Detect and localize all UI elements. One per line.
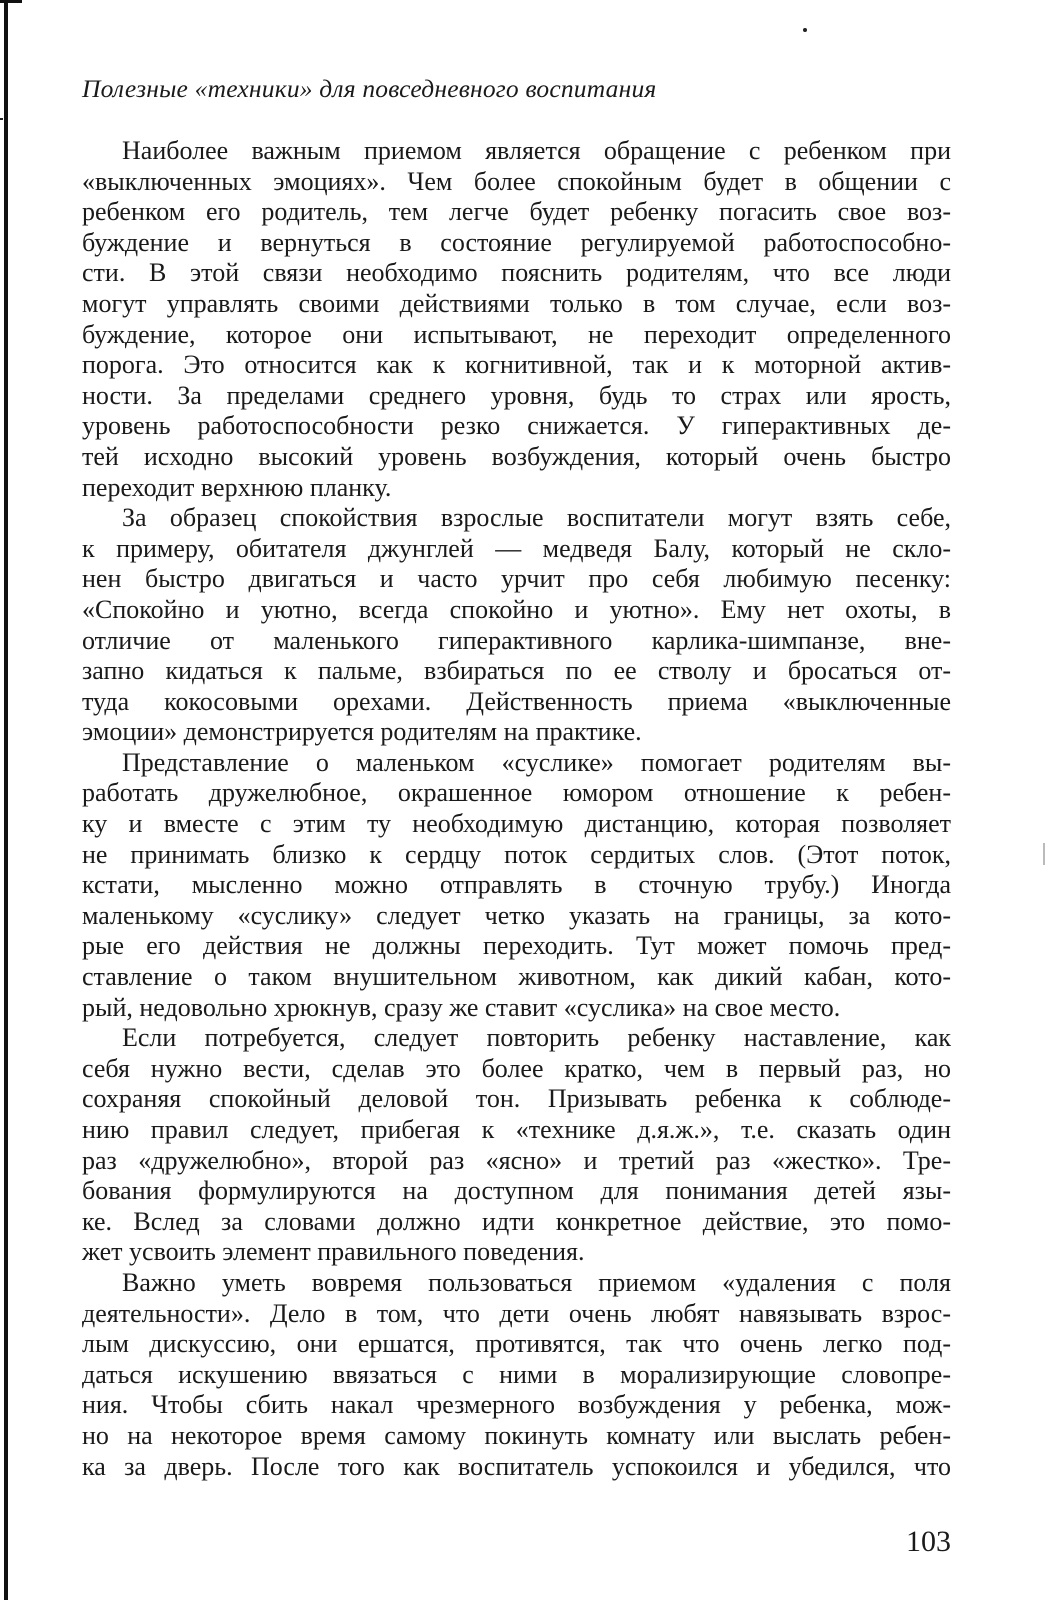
text-line: переходит верхнюю планку. [82, 472, 392, 502]
text-line: маленькому «суслику» следует четко указать на границы, за кото- [82, 900, 951, 930]
text-line: Наиболее важным приемом является обращение с ребенком при [122, 136, 951, 165]
text-line: ности. За пределами среднего уровня, будь то страх или ярость, [82, 380, 951, 410]
text-line: даться искушению ввязаться с ними в морализирующие словопре- [82, 1359, 951, 1389]
text-line: туда кокосовыми орехами. Действенность приема «выключенные [82, 686, 951, 716]
page-corner-mark [0, 0, 22, 3]
text-line: ке. Вслед за словами должно идти конкретное действие, это помо- [82, 1206, 951, 1236]
text-line: лым дискуссию, они ершатся, противятся, так что очень легко под- [82, 1329, 951, 1359]
text-line: «выключенных эмоциях». Чем более спокойным будет в общении с [82, 166, 951, 196]
text-line: эмоции» демонстрируется родителям на практике. [82, 717, 642, 747]
text-line: «Спокойно и уютно, всегда спокойно и уютно». Ему нет охоты, в [82, 594, 951, 624]
text-line: кстати, мысленно можно отправлять в сточную трубу.) Иногда [82, 870, 951, 900]
paragraph [82, 1023, 951, 1268]
page-left-edge-rule [4, 0, 8, 1600]
text-line: уровень работоспособности резко снижается. У гиперактивных де- [82, 411, 951, 441]
text-line: буждение и вернуться в состояние регулируемой работоспособно- [82, 227, 951, 257]
text-line: себя нужно вести, сделав это более кратко, чем в первый раз, но [82, 1053, 951, 1083]
text-line: ка за дверь. После того как воспитатель успокоился и убедился, что [82, 1451, 951, 1481]
text-line: ребенком его родитель, тем легче будет ребенку погасить свое воз- [82, 197, 951, 227]
text-line: Представление о маленьком «суслике» помогает родителям вы- [122, 747, 951, 777]
text-line: бования формулируются на доступном для понимания детей язы- [82, 1176, 951, 1206]
text-line: могут управлять своими действиями только в том случае, если воз- [82, 288, 951, 318]
text-line: тей исходно высокий уровень возбуждения, который очень быстро [82, 441, 951, 471]
paragraph [82, 1268, 951, 1482]
text-line: рый, недовольно хрюкнув, сразу же ставит «суслика» на свое место. [82, 992, 841, 1022]
paragraph [82, 748, 951, 1023]
text-line: жет усвоить элемент правильного поведения. [82, 1237, 585, 1267]
text-line: к примеру, обитателя джунглей — медведя Балу, который не скло- [82, 533, 951, 563]
text-line: сохраняя спокойный деловой тон. Призывать ребенка к соблюде- [82, 1084, 951, 1114]
paragraph [82, 503, 951, 748]
text-line: буждение, которое они испытывают, не переходит определенного [82, 319, 951, 349]
running-head: Полезные «техники» для повседневного воспитания [82, 74, 657, 103]
text-line: отличие от маленького гиперактивного карлика-шимпанзе, вне- [82, 625, 951, 655]
text-line: Если потребуется, следует повторить ребенку наставление, как [122, 1023, 951, 1053]
page-number: 103 [906, 1525, 951, 1558]
text-line: нию правил следует, прибегая к «технике д.я.ж.», т.е. сказать один [82, 1115, 951, 1144]
text-line: не принимать близко к сердцу поток сердитых слов. (Этот поток, [82, 839, 951, 869]
margin-scan-mark [1043, 843, 1045, 865]
text-line: За образец спокойствия взрослые воспитатели могут взять себе, [122, 503, 951, 533]
paragraph [82, 136, 951, 503]
text-line: Важно уметь вовремя пользоваться приемом «удаления с поля [122, 1267, 951, 1297]
scan-speck [803, 28, 807, 32]
text-line: работать дружелюбное, окрашенное юмором отношение к ребен- [82, 778, 951, 808]
text-line: запно кидаться к пальме, взбираться по ее стволу и бросаться от- [82, 656, 951, 686]
text-line: ку и вместе с этим ту необходимую дистанцию, которая позволяет [82, 809, 951, 839]
text-line: ставление о таком внушительном животном, как дикий кабан, кото- [82, 962, 951, 992]
margin-scan-mark [0, 118, 3, 120]
text-line: рые его действия не должны переходить. Тут может помочь пред- [82, 931, 951, 961]
text-line: сти. В этой связи необходимо пояснить родителям, что все люди [82, 258, 951, 288]
text-line: порога. Это относится как к когнитивной, так и к моторной актив- [82, 350, 951, 380]
text-line: но на некоторое время самому покинуть комнату или выслать ребен- [82, 1420, 951, 1450]
text-line: ния. Чтобы сбить накал чрезмерного возбуждения у ребенка, мож- [82, 1390, 951, 1420]
text-line: раз «дружелюбно», второй раз «ясно» и третий раз «жестко». Тре- [82, 1145, 951, 1175]
text-line: деятельности». Дело в том, что дети очень любят навязывать взрос- [82, 1298, 951, 1328]
text-line: нен быстро двигаться и часто урчит про себя любимую песенку: [82, 564, 951, 594]
body-text [82, 136, 951, 1482]
